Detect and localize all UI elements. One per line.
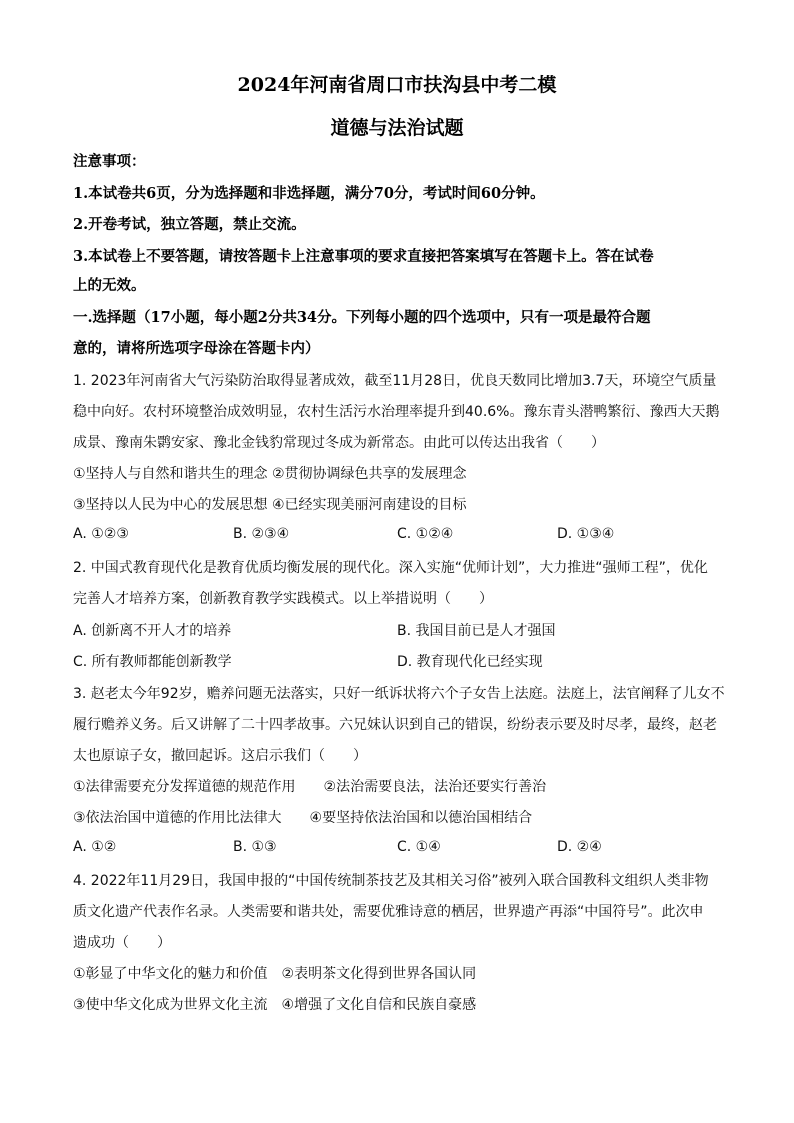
notice-item: 3.本试卷上不要答题，请按答题卡上注意事项的要求直接把答案填写在答题卡上。答在试卷 — [73, 248, 654, 265]
notice-item: 上的无效。 — [73, 277, 146, 294]
question-1-stem: 1. 2023年河南省大气污染防治取得显著成效，截至11月28日，优良天数同比增加3.7天，环境空气质量 — [73, 373, 717, 389]
question-1-stem: 成景、豫南朱鹮安家、豫北金钱豹常现过冬成为新常态。由此可以传达出我省（ ） — [73, 435, 605, 451]
question-4-stem: 遗成功（ ） — [73, 935, 171, 951]
section-heading: 意的，请将所选项字母涂在答题卡内） — [73, 340, 320, 357]
question-2-option-a: A. 创新离不开人才的培养 — [73, 623, 232, 639]
question-2-stem: 2. 中国式教育现代化是教育优质均衡发展的现代化。深入实施“优师计划”，大力推进“强师工程”，优化 — [73, 560, 708, 576]
notice-item: 2.开卷考试，独立答题，禁止交流。 — [73, 216, 306, 233]
question-2-option-d: D. 教育现代化已经实现 — [397, 654, 543, 670]
question-1-option-b: B. ②③④ — [233, 526, 290, 542]
question-1-statement: ①坚持人与自然和谐共生的理念 ②贯彻协调绿色共享的发展理念 — [73, 466, 467, 482]
section-heading: 一.选择题（17小题，每小题2分共34分。下列每小题的四个选项中，只有一项是最符合题 — [73, 309, 651, 326]
question-3-option-b: B. ①③ — [233, 839, 277, 855]
question-3-statement: ①法律需要充分发挥道德的规范作用 ②法治需要良法，法治还要实行善治 — [73, 779, 547, 795]
question-4-statement: ①彰显了中华文化的魅力和价值 ②表明茶文化得到世界各国认同 — [73, 966, 477, 982]
question-2-stem: 完善人才培养方案，创新教育教学实践模式。以上举措说明（ ） — [73, 591, 493, 607]
page-title: 2024年河南省周口市扶沟县中考二模 — [237, 74, 557, 96]
question-1-option-c: C. ①②④ — [397, 526, 454, 542]
question-4-statement: ③使中华文化成为世界文化主流 ④增强了文化自信和民族自豪感 — [73, 997, 477, 1013]
question-3-option-c: C. ①④ — [397, 839, 441, 855]
notice-item: 1.本试卷共6页，分为选择题和非选择题，满分70分，考试时间60分钟。 — [73, 185, 545, 202]
question-3-statement: ③依法治国中道德的作用比法律大 ④要坚持依法治国和以德治国相结合 — [73, 810, 533, 826]
question-3-stem: 太也原谅子女，撤回起诉。这启示我们（ ） — [73, 748, 367, 764]
question-1-option-d: D. ①③④ — [557, 526, 615, 542]
question-2-option-c: C. 所有教师都能创新教学 — [73, 654, 232, 670]
question-1-stem: 稳中向好。农村环境整治成效明显，农村生活污水治理率提升到40.6%。豫东青头潜鸭繁衍、豫西大天鹅 — [73, 404, 720, 420]
question-3-option-d: D. ②④ — [557, 839, 602, 855]
question-4-stem: 质文化遗产代表作名录。人类需要和谐共处，需要优雅诗意的栖居，世界遗产再添“中国符号”。此次申 — [73, 904, 704, 920]
page-subtitle: 道德与法治试题 — [330, 117, 464, 139]
question-1-option-a: A. ①②③ — [73, 526, 129, 542]
notice-heading: 注意事项： — [73, 153, 146, 170]
question-4-stem: 4. 2022年11月29日，我国申报的“中国传统制茶技艺及其相关习俗”被列入联合国教科文组织人类非物 — [73, 873, 709, 889]
question-3-stem: 履行赡养义务。后又讲解了二十四孝故事。六兄妹认识到自己的错误，纷纷表示要及时尽孝，最终，赵老 — [73, 717, 717, 733]
question-2-option-b: B. 我国目前已是人才强国 — [397, 623, 556, 639]
question-3-option-a: A. ①② — [73, 839, 117, 855]
question-1-statement: ③坚持以人民为中心的发展思想 ④已经实现美丽河南建设的目标 — [73, 497, 467, 513]
question-3-stem: 3. 赵老太今年92岁，赡养问题无法落实，只好一纸诉状将六个子女告上法庭。法庭上，法官阐释了儿女不 — [73, 686, 725, 702]
